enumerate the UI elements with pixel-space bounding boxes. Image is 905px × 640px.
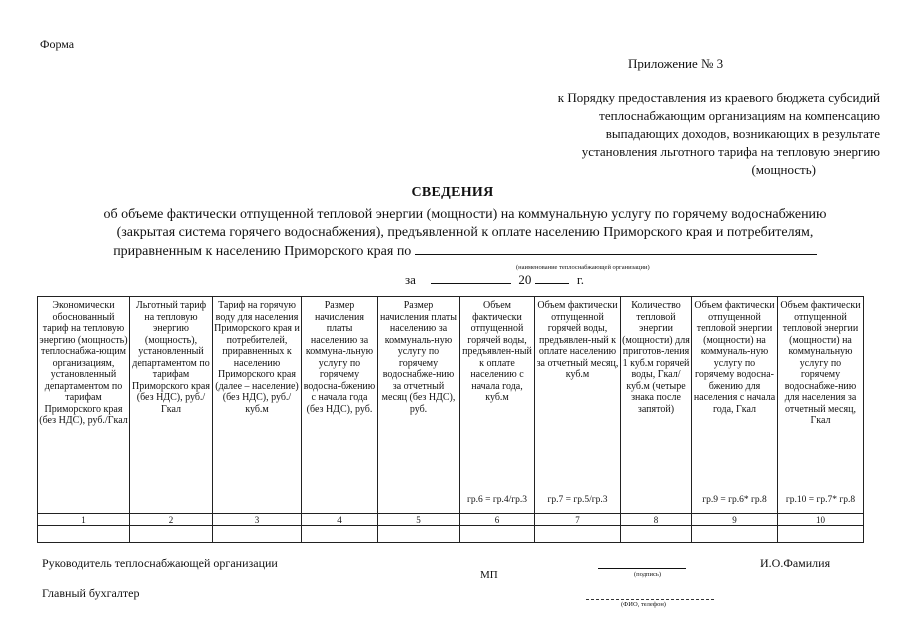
reporting-period: [405, 272, 584, 288]
appendix-line: установления льготного тарифа на тепловую энергию: [581, 144, 880, 159]
column-number: 4: [302, 514, 378, 526]
column-number: 6: [460, 514, 535, 526]
seal-mark: МП: [480, 569, 498, 581]
appendix-line: к Порядку предоставления из краевого бюджета субсидий: [557, 90, 880, 105]
header-cell-10: Объем фактически отпущенной тепловой энергии (мощности) на коммунальную услугу по горячему водоснабже-нию для населения за отчетный месяц, Гкал гр.10 = гр.7* гр.8: [778, 297, 864, 514]
organization-name-field[interactable]: [415, 242, 817, 255]
column-number: 2: [130, 514, 213, 526]
contact-caption: (ФИО, телефон): [621, 601, 666, 608]
data-cell-10[interactable]: [778, 526, 864, 543]
subtitle-line-3-text: приравненным к населению Приморского края по: [113, 244, 412, 259]
head-signature-label: Руководитель теплоснабжающей организации: [42, 556, 278, 570]
subtitle-line-3: [40, 242, 890, 261]
appendix-title: Приложение № 3: [628, 56, 724, 71]
signature-caption: (подпись): [634, 571, 661, 578]
data-cell-8[interactable]: [621, 526, 692, 543]
column-number: 8: [621, 514, 692, 526]
head-name-placeholder: И.О.Фамилия: [760, 556, 831, 570]
accountant-signature-line[interactable]: [586, 599, 714, 600]
organization-caption: (наименование теплоснабжающей организации): [516, 264, 650, 271]
header-cell-6: Объем фактически отпущенной горячей воды, предъявлен-ный к оплате населению с начала года, куб.м гр.6 = гр.4/гр.3: [460, 297, 535, 514]
period-year: 20: [518, 272, 532, 287]
column-number-row: [38, 514, 864, 526]
appendix-line: (мощность): [751, 162, 816, 177]
data-cell-4[interactable]: [302, 526, 378, 543]
period-prefix: за: [405, 272, 416, 287]
subtitle-line-1: об объеме фактически отпущенной тепловой энергии (мощности) на коммунальную услугу по горячему водоснабжению: [103, 207, 827, 222]
period-month-field[interactable]: [431, 273, 511, 284]
column-number: 10: [778, 514, 864, 526]
header-cell-5: Размер начисления платы населению за коммуналь-ную услугу по горячему водоснабже-нию за отчетный месяц (без НДС), руб.: [378, 297, 460, 514]
form-label: Форма: [40, 37, 75, 51]
period-year-field[interactable]: [535, 273, 569, 284]
header-cell-2: Льготный тариф на тепловую энергию (мощность), установленный департаментом по тарифам Приморского края (без НДС), руб./Гкал: [130, 297, 213, 514]
subsidy-data-table: [37, 296, 864, 543]
column-number: 3: [213, 514, 302, 526]
column-number: 9: [692, 514, 778, 526]
data-cell-3[interactable]: [213, 526, 302, 543]
appendix-line: теплоснабжающим организациям на компенсацию: [599, 108, 880, 123]
column-number: 1: [38, 514, 130, 526]
data-entry-row: [38, 526, 864, 543]
header-cell-8: Количество тепловой энергии (мощности) для приготов-ления 1 куб.м горячей воды, Гкал/куб.м (четыре знака после запятой): [621, 297, 692, 514]
data-cell-1[interactable]: [38, 526, 130, 543]
column-number: 7: [535, 514, 621, 526]
accountant-label: Главный бухгалтер: [42, 586, 140, 600]
header-cell-4: Размер начисления платы населению за коммуна-льную услугу по горячему водосна-бжению с начала года (без НДС), руб.: [302, 297, 378, 514]
header-cell-7: Объем фактически отпущенной горячей воды, предъявлен-ный к оплате населению за отчетный месяц, куб.м гр.7 = гр.5/гр.3: [535, 297, 621, 514]
data-cell-6[interactable]: [460, 526, 535, 543]
period-suffix: г.: [576, 272, 585, 287]
header-cell-9: Объем фактически отпущенной тепловой энергии (мощности) на коммуналь-ную услугу по горячему водосна-бжению для населения с начала года, Гкал гр.9 = гр.6* гр.8: [692, 297, 778, 514]
column-number: 5: [378, 514, 460, 526]
head-signature-line[interactable]: [598, 568, 686, 569]
data-cell-5[interactable]: [378, 526, 460, 543]
data-cell-2[interactable]: [130, 526, 213, 543]
header-cell-1: Экономически обоснованный тариф на тепловую энергию (мощность) теплоснабжа-ющим организациям, установленный департаментом по тарифам Приморского края (без НДС), руб./Гкал: [38, 297, 130, 514]
document-subtitle: [40, 206, 890, 261]
data-cell-7[interactable]: [535, 526, 621, 543]
document-title: СВЕДЕНИЯ: [411, 185, 494, 200]
appendix-description: [488, 89, 880, 179]
table-header-row: [38, 297, 864, 514]
header-cell-3: Тариф на горячую воду для населения Приморского края и потребителей, приравненных к населению Приморского края (далее – население) (без НДС), руб./куб.м: [213, 297, 302, 514]
appendix-line: выпадающих доходов, возникающих в результате: [605, 126, 880, 141]
data-cell-9[interactable]: [692, 526, 778, 543]
subtitle-line-2: (закрытая система горячего водоснабжения), предъявленной к оплате населению Приморского края и потребителям,: [116, 225, 814, 240]
